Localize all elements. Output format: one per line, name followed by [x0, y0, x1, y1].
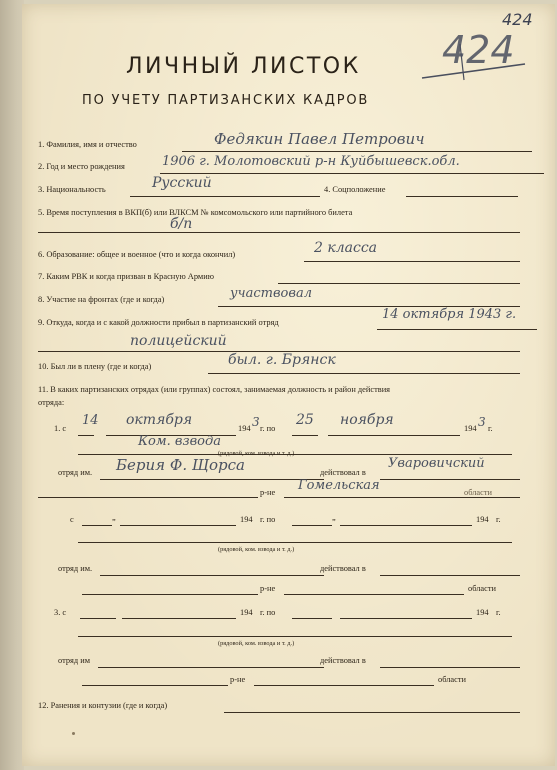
entry-3-detachment-line — [98, 667, 324, 668]
entry-1-district-line — [284, 497, 520, 498]
field-9-label: 9. Откуда, когда и с какой должности прибыл в партизанский отряд — [38, 318, 279, 327]
entry-1-line-a — [78, 435, 94, 436]
field-11-label-2: отряда: — [38, 398, 65, 407]
field-9-value: 14 октября 1943 г. — [382, 307, 517, 322]
entry-1-rne: р-не — [260, 488, 276, 497]
field-5-value: б/п — [170, 216, 193, 232]
field-1-value: Федякин Павел Петрович — [214, 130, 425, 148]
entry-3-district-line — [254, 685, 434, 686]
field-3-line — [130, 196, 320, 197]
field-9-line — [377, 329, 537, 330]
entry-1-prefix: 1. с — [54, 424, 67, 433]
entry-2-quote-b: „ — [332, 513, 336, 522]
entry-2-oblasti: области — [468, 584, 496, 593]
entry-2-line-c — [292, 525, 332, 526]
entry-2-district-line — [284, 594, 464, 595]
field-4-line — [406, 196, 518, 197]
entry-3-g: г. — [496, 608, 501, 617]
scan-edge — [0, 0, 24, 770]
entry-3-line-b — [122, 618, 236, 619]
corner-number-large: 424 — [442, 28, 515, 72]
field-3-label: 3. Национальность — [38, 185, 106, 194]
entry-2-line-a — [82, 525, 112, 526]
field-2-label: 2. Год и место рождения — [38, 162, 125, 171]
entry-3-prefix: 3. с — [54, 608, 67, 617]
field-7-line — [278, 283, 520, 284]
field-10-line — [208, 373, 520, 374]
entry-1-acted-label: действовал в — [320, 468, 366, 477]
page-dot — [72, 732, 75, 735]
entry-3-rank-hint: (рядовой, ком. взвода и т. д.) — [218, 640, 295, 647]
field-10-value: был. г. Брянск — [228, 352, 336, 368]
entry-1-district: Гомельская — [298, 478, 380, 493]
entry-1-detachment: Берия Ф. Щорса — [116, 456, 245, 474]
field-8-value: участвовал — [230, 286, 312, 301]
field-6-line — [304, 261, 520, 262]
field-6-value: 2 класса — [314, 240, 378, 256]
entry-2-g: г. — [496, 515, 501, 524]
strike-mark — [420, 36, 530, 86]
entry-1-to-day: 25 — [296, 412, 314, 428]
entry-2-acted-label: действовал в — [320, 564, 366, 573]
entry-2-g-po: г. по — [260, 515, 276, 524]
entry-2-year: 194 — [240, 515, 253, 524]
field-6-label: 6. Образование: общее и военное (что и когда окончил) — [38, 250, 236, 259]
field-10-label: 10. Был ли в плену (где и когда) — [38, 362, 152, 371]
entry-2-prefix: с — [70, 515, 74, 524]
entry-1-acted-line — [380, 479, 520, 480]
field-1-label: 1. Фамилия, имя и отчество — [38, 140, 137, 149]
page-title: ЛИЧНЫЙ ЛИСТОК — [126, 54, 361, 79]
entry-3-g-po: г. по — [260, 608, 276, 617]
entry-1-from-year-digit: 3 — [252, 415, 260, 429]
field-5-line — [38, 232, 520, 233]
field-1-line — [182, 151, 532, 152]
entry-1-line-c — [292, 435, 318, 436]
entry-2-position-line — [78, 542, 512, 543]
field-2-line — [160, 173, 544, 174]
entry-1-rank-hint: (рядовой, ком. взвода и т. д.) — [218, 450, 295, 457]
entry-3-acted-line — [380, 667, 520, 668]
entry-3-rne: р-не — [230, 675, 246, 684]
entry-3-line-a — [80, 618, 116, 619]
entry-2-rne: р-не — [260, 584, 276, 593]
entry-2-line-d — [340, 525, 472, 526]
entry-1-g: г. — [488, 424, 493, 433]
entry-3-year-2: 194 — [476, 608, 489, 617]
entry-1-position: Ком. взвода — [138, 434, 221, 449]
field-11-label: 11. В каких партизанских отрядах (или группах) состоял, занимаемая должность и район действия — [38, 385, 391, 394]
entry-2-detachment-line — [100, 575, 324, 576]
field-5-label: 5. Время поступления в ВКП(б) или ВЛКСМ № комсомольского или партийного билета — [38, 208, 353, 217]
entry-2-rne-line — [82, 594, 258, 595]
entry-1-year-prefix-2: 194 — [464, 424, 477, 433]
field-3-value: Русский — [152, 175, 212, 191]
field-12-label: 12. Ранения и контузии (где и когда) — [38, 701, 168, 710]
field-2-value: 1906 г. Молотовский р-н Куйбышевск.обл. — [162, 154, 460, 169]
entry-1-g-po: г. по — [260, 424, 276, 433]
entry-3-detachment-label: отряд им — [58, 656, 91, 665]
entry-3-position-line — [78, 636, 512, 637]
entry-2-line-b — [120, 525, 236, 526]
entry-1-from-month: октября — [126, 412, 193, 428]
field-12-line — [224, 712, 520, 713]
entry-2-year-2: 194 — [476, 515, 489, 524]
corner-number: 424 — [502, 10, 533, 29]
field-7-label: 7. Каким РВК и когда призван в Красную Армию — [38, 272, 214, 281]
entry-1-detachment-line — [100, 479, 324, 480]
entry-1-year-prefix: 194 — [238, 424, 251, 433]
page-subtitle: ПО УЧЕТУ ПАРТИЗАНСКИХ КАДРОВ — [82, 93, 370, 108]
entry-1-from-day: 14 — [82, 413, 99, 428]
entry-3-year: 194 — [240, 608, 253, 617]
entry-1-detachment-label: отряд им. — [58, 468, 93, 477]
entry-1-rne-line — [38, 497, 258, 498]
entry-3-line-c — [292, 618, 332, 619]
entry-2-acted-line — [380, 575, 520, 576]
entry-3-acted-label: действовал в — [320, 656, 366, 665]
personal-record-sheet — [22, 4, 555, 766]
entry-3-oblasti: области — [438, 675, 466, 684]
entry-1-acted: Уваровичский — [388, 456, 485, 471]
entry-1-line-d — [328, 435, 460, 436]
entry-1-position-line — [78, 454, 512, 455]
entry-3-rne-line — [82, 685, 228, 686]
field-8-label: 8. Участие на фронтах (где и когда) — [38, 295, 165, 304]
entry-2-quote-a: „ — [112, 513, 116, 522]
field-9-value-2: полицейский — [130, 333, 227, 349]
entry-1-to-year-digit: 3 — [478, 415, 486, 429]
entry-2-detachment-label: отряд им. — [58, 564, 93, 573]
entry-1-to-month: ноября — [340, 412, 394, 428]
field-4-label: 4. Соцположение — [324, 185, 386, 194]
entry-2-rank-hint: (рядовой, ком. взвода и т. д.) — [218, 546, 295, 553]
entry-3-line-d — [340, 618, 472, 619]
entry-1-oblasti: области — [464, 488, 492, 497]
